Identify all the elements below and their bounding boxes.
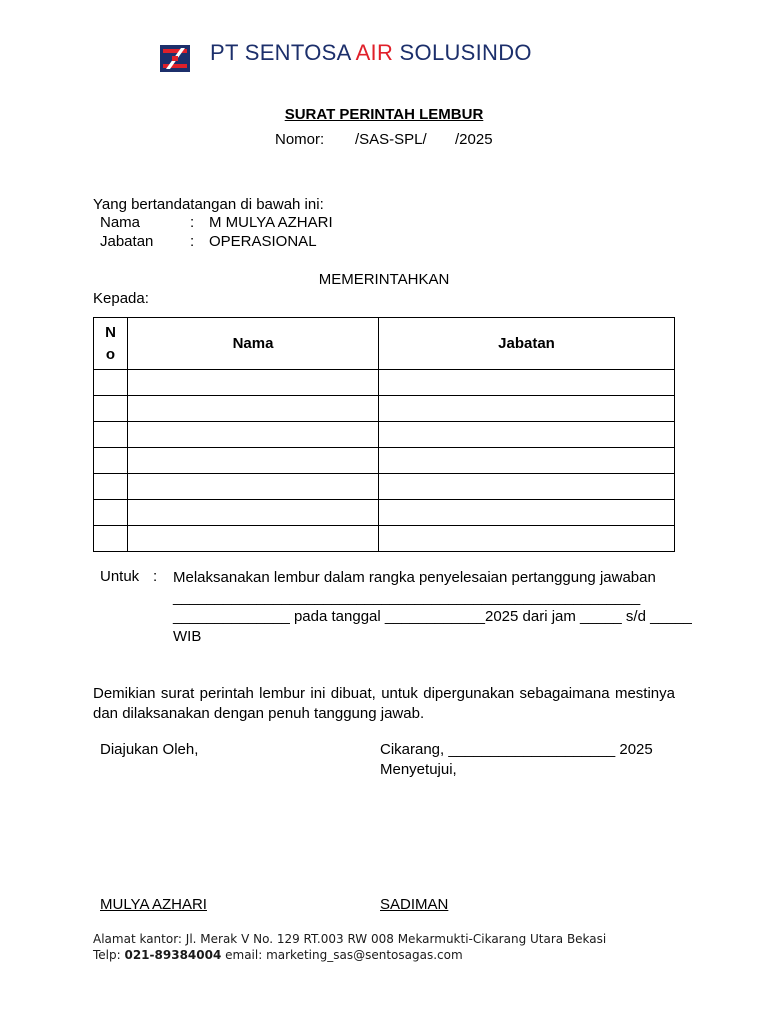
footer-contact xyxy=(93,948,463,962)
footer-email: email: marketing_sas@sentosagas.com xyxy=(221,948,463,962)
purpose-line: Melaksanakan lembur dalam rangka penyelesaian pertanggung jawaban xyxy=(173,569,656,586)
submitter-name: MULYA AZHARI xyxy=(100,896,207,913)
staff-table xyxy=(93,317,675,552)
purpose-timezone: WIB xyxy=(173,627,202,645)
cell-no[interactable] xyxy=(94,474,128,500)
field-label: Nama xyxy=(100,214,141,231)
header-no-line2: o xyxy=(105,345,116,363)
cell-nama[interactable] xyxy=(128,474,379,500)
table-row xyxy=(94,422,675,448)
cell-no[interactable] xyxy=(94,422,128,448)
cell-nama[interactable] xyxy=(128,370,379,396)
nomor-year: /2025 xyxy=(455,131,493,148)
table-row xyxy=(94,396,675,422)
table-row xyxy=(94,370,675,396)
field-value: M MULYA AZHARI xyxy=(209,214,333,231)
footer-telp-label: Telp: xyxy=(93,948,125,962)
issuer-name-row xyxy=(100,214,333,231)
place-date: Cikarang, ____________________ 2025 xyxy=(380,741,653,758)
purpose-label: Untuk xyxy=(100,568,140,585)
table-header-row xyxy=(94,318,675,370)
cell-no[interactable] xyxy=(94,526,128,552)
cell-jabatan[interactable] xyxy=(379,370,675,396)
header-no xyxy=(94,318,128,370)
purpose-text xyxy=(173,568,706,646)
header-no-line1: N xyxy=(105,323,116,341)
header-nama: Nama xyxy=(128,318,379,370)
cell-jabatan[interactable] xyxy=(379,448,675,474)
cell-nama[interactable] xyxy=(128,526,379,552)
order-heading: MEMERINTAHKAN xyxy=(318,271,450,288)
cell-jabatan[interactable] xyxy=(379,422,675,448)
company-name-highlight: AIR xyxy=(355,40,394,65)
cell-jabatan[interactable] xyxy=(379,500,675,526)
submitted-by-label: Diajukan Oleh, xyxy=(100,741,199,758)
issuer-position-row xyxy=(100,233,317,250)
cell-nama[interactable] xyxy=(128,500,379,526)
cell-jabatan[interactable] xyxy=(379,474,675,500)
intro-text: Yang bertandatangan di bawah ini: xyxy=(93,196,324,213)
cell-nama[interactable] xyxy=(128,396,379,422)
cell-jabatan[interactable] xyxy=(379,526,675,552)
document-title: SURAT PERINTAH LEMBUR xyxy=(284,106,484,123)
footer-telp-number: 021-89384004 xyxy=(124,948,222,962)
company-name-prefix: PT SENTOSA xyxy=(210,40,356,65)
company-name-suffix: SOLUSINDO xyxy=(393,40,532,65)
table-row xyxy=(94,448,675,474)
table-row xyxy=(94,500,675,526)
purpose-blank-line: ________________________________________________________ xyxy=(173,588,641,606)
purpose-date-time-line: ______________ pada tanggal ____________2025 dari jam _____ s/d _____ xyxy=(173,608,692,625)
field-colon: : xyxy=(190,233,195,250)
cell-nama[interactable] xyxy=(128,422,379,448)
footer-address: Alamat kantor: Jl. Merak V No. 129 RT.003 RW 008 Mekarmukti-Cikarang Utara Bekasi xyxy=(93,932,607,946)
purpose-colon: : xyxy=(153,568,158,585)
approved-by-label: Menyetujui, xyxy=(380,761,457,778)
cell-no[interactable] xyxy=(94,448,128,474)
header-jabatan: Jabatan xyxy=(379,318,675,370)
table-row xyxy=(94,526,675,552)
closing-paragraph: Demikian surat perintah lembur ini dibuat, untuk dipergunakan sebagaimana mestinya dan dilaksanakan dengan penuh tanggung jawab. xyxy=(93,685,675,722)
nomor-label: Nomor: xyxy=(275,131,325,148)
cell-no[interactable] xyxy=(94,396,128,422)
company-name xyxy=(210,40,532,66)
document-number xyxy=(275,131,493,148)
field-colon: : xyxy=(190,214,195,231)
company-logo xyxy=(160,45,190,72)
field-value: OPERASIONAL xyxy=(209,233,317,250)
table-row xyxy=(94,474,675,500)
field-label: Jabatan xyxy=(100,233,154,250)
cell-no[interactable] xyxy=(94,370,128,396)
cell-nama[interactable] xyxy=(128,448,379,474)
approver-name: SADIMAN xyxy=(380,896,449,913)
cell-no[interactable] xyxy=(94,500,128,526)
cell-jabatan[interactable] xyxy=(379,396,675,422)
nomor-code: /SAS-SPL/ xyxy=(355,131,427,148)
recipient-label: Kepada: xyxy=(93,290,149,307)
